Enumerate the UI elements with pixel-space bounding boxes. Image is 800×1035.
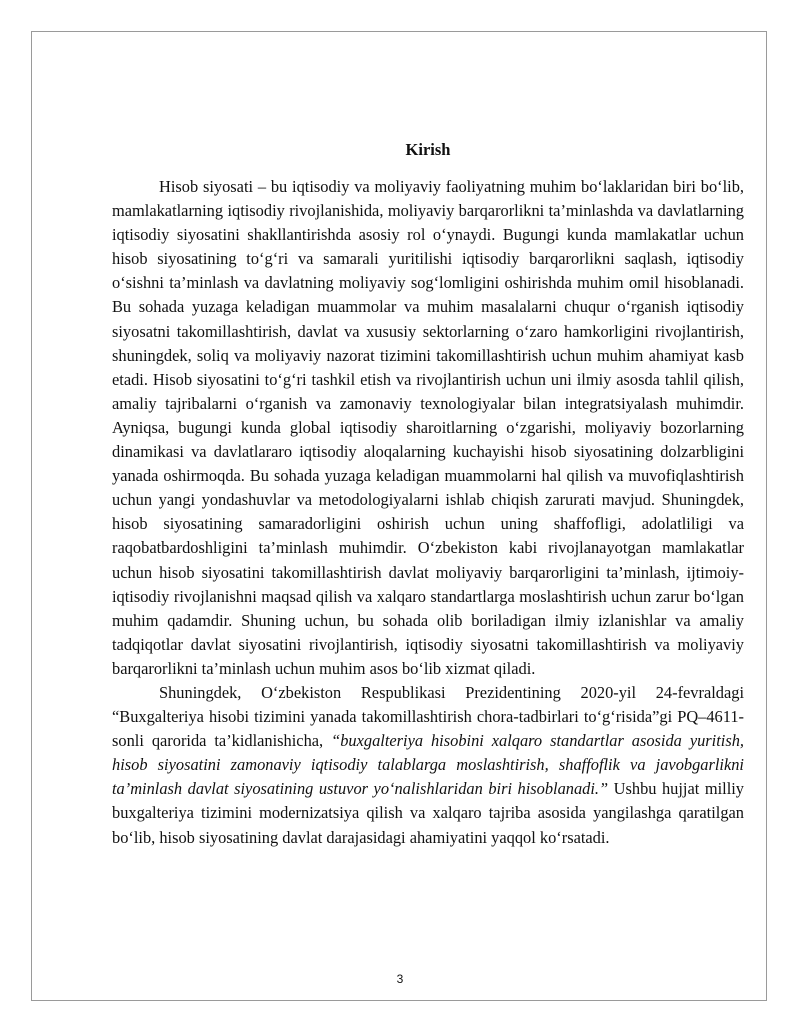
page-title: Kirish: [405, 140, 451, 159]
decree-quote: “buxgalteriya hisobini xalqaro standartlar asosida yuritish, hisob siyosatini zamonaviy iqtisodiy talablarga moslashtirish, shaffoflik va javobgarlikni ta’minlash davlat siyosatining ustuvor yo‘nalishlaridan biri hisoblanadi.”: [112, 731, 744, 799]
paragraph-intro: Hisob siyosati – bu iqtisodiy va moliyaviy faoliyatning muhim bo‘laklaridan biri bo‘lib, mamlakatlarning iqtisodiy rivojlanishida, moliyaviy barqarorlikni ta’minlashda va davlatlarning iqtisodiy siyosatini shakllantirishda asosiy rol o‘ynaydi. Bugungi kunda mamlakatlar uchun hisob siyosatining to‘g‘ri va samarali yuritilishi iqtisodiy barqarorlikni saqlash, iqtisodiy o‘sishni ta’minlash va davlatning moliyaviy sog‘lomligini oshirishda muhim omil hisoblanadi. Bu sohada yuzaga keladigan muammolar va muhim masalalarni chuqur o‘rganish iqtisodiy siyosatni takomillashtirish, davlat va xususiy sektorlarning o‘zaro hamkorligini rivojlantirish, shuningdek, soliq va moliyaviy nazorat tizimini takomillashtirish uchun muhim ahamiyat kasb etadi. Hisob siyosatini to‘g‘ri tashkil etish va rivojlantirish uchun uni ilmiy asosda tahlil qilish, amaliy tajribalarni o‘rganish va zamonaviy texnologiyalar bilan integratsiyalash muhimdir. Ayniqsa, bugungi kunda global iqtisodiy sharoitlarning o‘zgarishi, moliyaviy bozorlarning dinamikasi va davlatlararo iqtisodiy aloqalarning kuchayishi hisob siyosatining dolzarbligini yanada oshirmoqda. Bu sohada yuzaga keladigan muammolarni hal qilish va muvofiqlashtirish uchun yangi yondashuvlar va metodologiyalarni ishlab chiqish zarurati mavjud. Shuningdek, hisob siyosatining samaradorligini oshirish uchun uning shaffofligi, adolatliligi va raqobatbardoshligini ta’minlash muhimdir. O‘zbekiston kabi rivojlanayotgan mamlakatlar uchun hisob siyosatini takomillashtirish davlat moliyaviy barqarorligini ta’minlash, ijtimoiy-iqtisodiy rivojlanishni maqsad qilish va xalqaro standartlarga moslashtirish uchun zarur bo‘lgan muhim qadamdir. Shuning uchun, bu sohada olib boriladigan ilmiy izlanishlar va amaliy tadqiqotlar davlat siyosatini rivojlantirish, iqtisodiy siyosatni takomillashtirish va moliyaviy barqarorlikni ta’minlash uchun muhim asos bo‘lib xizmat qiladi.: [112, 177, 744, 678]
decree-intro-text: Shuningdek, O‘zbekiston Respublikasi Prezidentining 2020-yil 24-fevraldagi “Buxgalteriya hisobi tizimini yanada takomillashtirish chora-tadbirlari to‘g‘risida”gi PQ–4611-sonli qarorida ta’kidlanishicha,: [112, 682, 744, 751]
decree-outro-text: Ushbu hujjat milliy buxgalteriya tizimini modernizatsiya qilish va xalqaro tajriba asosida yangilashga qaratilgan bo‘lib, hisob siyosatining davlat darajasidagi ahamiyatini yaqqol ko‘rsatadi.: [112, 779, 744, 847]
paragraph-decree: [112, 681, 744, 850]
page-number: 3: [396, 972, 404, 986]
document-body: [112, 138, 744, 850]
